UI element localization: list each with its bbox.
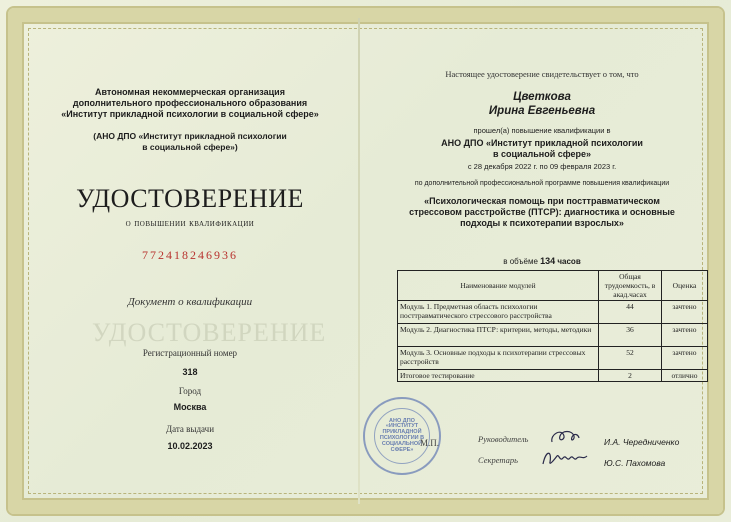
issue-date-value: 10.02.2023 [167,441,213,451]
module-name: Модуль 3. Основные подходы к психотерапии стрессовых расстройств [398,347,599,370]
seal-text-line: «ИНСТИТУТ [385,423,419,430]
training-period: с 28 декабря 2022 г. по 09 февраля 2023 г. [467,162,617,171]
seal-text-line: ПРИКЛАДНОЙ [382,429,422,436]
volume-hours: 134 [540,256,556,266]
program-title-line: подходы к психотерапии взрослых» [460,218,624,228]
serial-number: 772418246936 [142,248,238,262]
head-name: И.А. Чередниченко [604,437,680,447]
intro-text: Настоящее удостоверение свидетельствует о том, что [445,69,639,79]
passed-text: прошел(а) повышение квалификации в [473,126,611,135]
head-signature-icon [548,426,582,448]
header-grade: Оценка [662,271,708,301]
module-name: Модуль 2. Диагностика ПТСР: критерии, методы, методики [398,324,599,347]
doc-subtitle: о повышении квалификации [125,218,255,229]
module-hours: 36 [599,324,662,347]
program-title [372,196,712,229]
secretary-name: Ю.С. Пахомова [604,458,666,468]
seal-inner [374,408,430,464]
doc-type: Документ о квалификации [127,296,253,308]
secretary-label: Секретарь [478,455,518,465]
org-short-line: (АНО ДПО «Институт прикладной психологии [93,131,287,141]
org-abbrev [372,138,712,160]
watermark-text: УДОСТОВЕРЕНИЕ [92,318,327,347]
table-row [398,347,708,370]
org-short-line: в социальной сфере») [142,142,238,152]
table-row [398,301,708,324]
program-title-line: «Психологическая помощь при посттравматическом [424,196,660,206]
recipient-name: Ирина Евгеньевна [488,105,596,117]
header-hours: Общая трудоемкость, в акад.часах [599,271,662,301]
org-short-name [30,131,350,153]
org-abbrev-line: в социальной сфере» [492,149,592,159]
seal-text-line: ПСИХОЛОГИИ В [379,435,425,441]
volume-line [372,256,712,266]
org-name-line: дополнительного профессионального образования [72,98,308,108]
city-value: Москва [173,402,207,412]
issue-date-label: Дата выдачи [165,424,215,434]
module-hours: 2 [599,370,662,382]
modules-table [397,270,708,382]
header-module-name: Наименование модулей [398,271,599,301]
module-grade: отлично [662,370,708,382]
volume-prefix: в объёме [503,257,538,266]
table-row [398,324,708,347]
reg-number-label: Регистрационный номер [142,348,238,358]
seal-stamp [363,397,441,475]
page-fold [358,18,360,504]
head-label: Руководитель [478,434,529,444]
seal-text-line: СФЕРЕ» [390,446,414,453]
module-name: Модуль 1. Предметная область психологии посттравматического стрессового расстройства [398,301,599,324]
secretary-signature-icon [540,446,590,470]
module-grade: зачтено [662,324,708,347]
city-label: Город [178,386,202,396]
program-title-line: стрессовом расстройстве (ПТСР): диагностика и основные [409,207,675,217]
module-grade: зачтено [662,347,708,370]
recipient-surname: Цветкова [513,91,571,103]
module-grade: зачтено [662,301,708,324]
seal-text-line: СОЦИАЛЬНОЙ [381,440,423,447]
org-name-line: «Институт прикладной психологии в социальной сфере» [61,109,319,119]
module-hours: 52 [599,347,662,370]
volume-suffix: часов [557,257,581,266]
doc-title: УДОСТОВЕРЕНИЕ [76,184,304,213]
seal-text-line: АНО ДПО [389,417,415,424]
table-row [398,370,708,382]
org-name-line: Автономная некоммерческая организация [95,87,285,97]
org-name [30,87,350,120]
org-abbrev-line: АНО ДПО «Институт прикладной психологии [441,138,643,148]
mp-label: М.П. [420,438,440,448]
module-hours: 44 [599,301,662,324]
program-intro: по дополнительной профессиональной программе повышения квалификации [414,180,670,187]
reg-number-value: 318 [182,367,198,377]
table-header-row [398,271,708,301]
module-name: Итоговое тестирование [398,370,599,382]
